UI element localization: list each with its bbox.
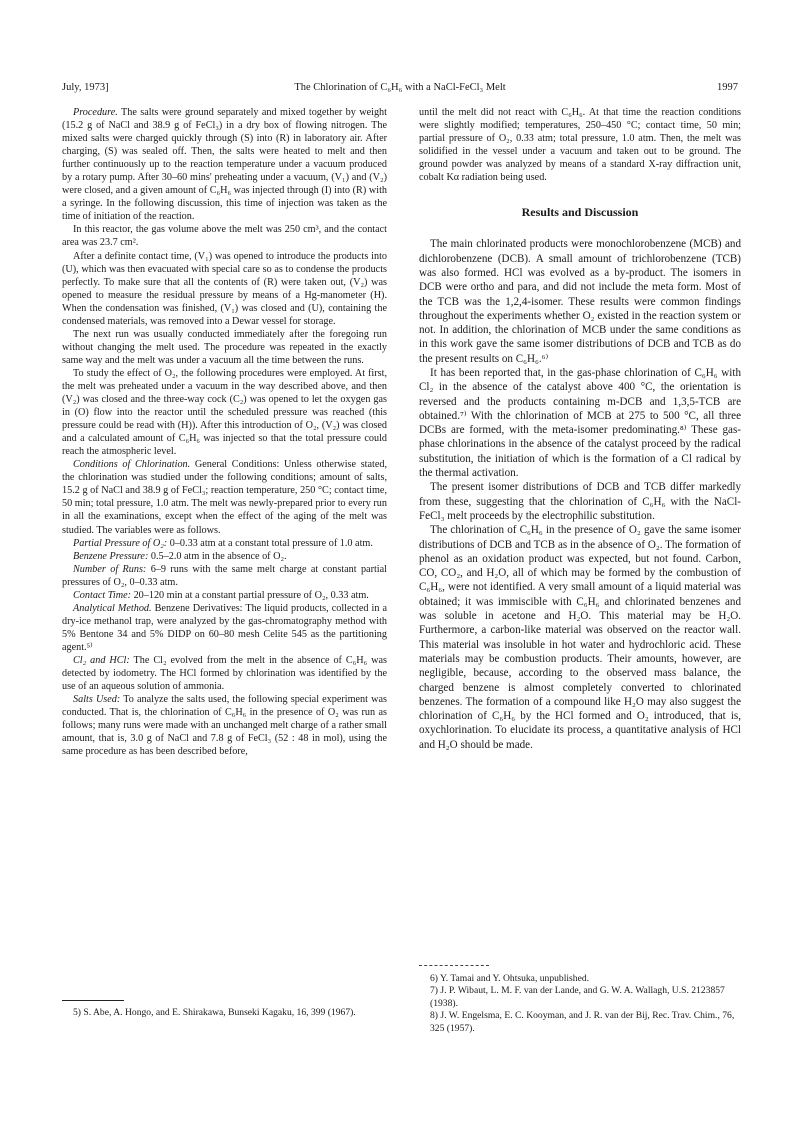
paragraph-text: 6–9 runs with the same melt charge at constant partial pressures of O₂, 0–0.33 atm. bbox=[62, 563, 387, 588]
results-paragraph: The present isomer distributions of DCB and TCB differ markedly from these, suggesting that the chlorination of C₆H₆ with the NaCl-FeCl₃ melt proceeds by the electrophilic substitution. bbox=[419, 481, 741, 522]
paragraph-lead: Procedure. bbox=[73, 107, 118, 118]
paragraph-text: 0–0.33 atm at a constant total pressure of 1.0 atm. bbox=[169, 537, 373, 549]
left-paragraph bbox=[62, 563, 387, 589]
left-paragraph bbox=[62, 458, 387, 536]
paragraph-text: To study the effect of O₂, the following procedures were employed. At first, the melt was preheated under a vacuum in the way described above, and then (V₂) was closed and the three-way cock (C₂) was opened to let the oxygen gas in (O) flow into the reactor until the scheduled pressure was reached (this pressure could be read with (H)). After this introduction of O₂, (V₂) was closed and a calculated amount of C₆H₆ was injected so that the total pressure could reach the atmospheric level. bbox=[62, 367, 387, 458]
page-number: 1997 bbox=[717, 82, 738, 93]
left-paragraph bbox=[62, 106, 387, 223]
paragraph-lead: Partial Pressure of O₂: bbox=[73, 537, 168, 549]
left-paragraph bbox=[62, 250, 387, 328]
running-header bbox=[62, 80, 738, 96]
paragraph-text: The salts were ground separately and mixed together by weight (15.2 g of NaCl and 38.9 g of FeCl₃) in a dry box of flowing nitrogen. The mixed salts were charged quickly through (S) into (R) in laboratory air. After charging, (S) was sealed off. Then, the salts were heated to melt and then further continuously up to the reaction temperature under a vacuum produced by a rotary pump. After 30–60 mins' preheating under a vacuum, (V₁) and (V₂) were closed, and a given amount of C₆H₆ was injected through (I) into (R) with a syringe. In the following discussion, this time of injection was taken as the time of initiation of the reaction. bbox=[62, 107, 387, 223]
paragraph-text: After a definite contact time, (V₁) was opened to introduce the products into (U), which was then evacuated with special care so as to condense the products perfectly. To make sure that all the contents of (R) were taken out, (V₂) was opened to measure the residual pressure by means of a Hg-manometer (H). When the condensation was finished, (V₁) was closed and (U), containing the condensed materials, was removed into a Dewar vessel for storage. bbox=[62, 250, 387, 327]
left-paragraph bbox=[62, 223, 387, 249]
footnote-5: 5) S. Abe, A. Hongo, and E. Shirakawa, Bunseki Kagaku, 16, 399 (1967). bbox=[73, 1007, 356, 1018]
paragraph-lead: Contact Time: bbox=[73, 589, 132, 601]
left-paragraph bbox=[62, 654, 387, 693]
footnote-6: 6) Y. Tamai and Y. Ohtsuka, unpublished. bbox=[430, 973, 590, 984]
results-paragraph: It has been reported that, in the gas-phase chlorination of C₆H₆ with Cl₂ in the absence of the catalyst above 400 °C, the orientation is reversed and the products containing m-DCB and 1,3,5-TCB are obtained.⁷⁾ With the chlorination of MCB at 275 to 500 °C, all three DCBs are formed, with the meta-isomer predominating.⁸⁾ These gas-phase chlorinations in the absence of the catalyst proceed by the radical substitution, the initiation of which is the formation of a Cl radical by the thermal activation. bbox=[419, 367, 741, 480]
left-paragraph bbox=[62, 589, 387, 602]
paragraph-text: In this reactor, the gas volume above the melt was 250 cm³, and the contact area was 23.7 cm². bbox=[62, 224, 387, 249]
left-paragraph bbox=[62, 328, 387, 367]
left-footnotes bbox=[62, 1000, 387, 1019]
header-date: July, 1973] bbox=[62, 82, 109, 93]
footnote-rule-right bbox=[419, 965, 489, 966]
right-intro-paragraph: until the melt did not react with C₆H₆. At that time the reaction conditions were slightly modified; temperatures, 250–450 °C; contact time, 50 min; partial pressure of O₂, 0.33 atm; total pressure, 1.0 atm. Then, the melt was solidified in the vessel under a vacuum and taken out to be ground. The ground powder was analyzed by means of a standard X-ray diffraction unit, cobalt Kα radiation being used. bbox=[419, 107, 741, 184]
left-paragraph bbox=[62, 367, 387, 458]
results-paragraph: The chlorination of C₆H₆ in the presence of O₂ gave the same isomer distributions of DCB and TCB as in the absence of O₂. The formation of phenol as an oxidation product was expected, but not found. Carbon, CO, CO₂, and H₂O, all of which may be formed by the combustion of C₆H₆, were not identified. A very small amount of a liquid material was obtained; it was immiscible with C₆H₆ and chlorinated benzenes and was soluble in acetone and H₂O. This material may be H₂O. Furthermore, a carbon-like material was observed on the reactor wall. This material was insoluble in hot water and hydrochloric acid. These materials may be combustion products. Their amounts, however, are negligible, because, according to the observed mass balance, the charged benzene is almost completely converted to chlorinated benzenes. The formation of a compound like H₂O may also suggest the chlorination of C₆H₆ by the HCl formed and O₂ introduced, that is, oxychlorination. To elucidate its process, a quantitative analysis of HCl and H₂O should be made. bbox=[419, 524, 741, 751]
right-column bbox=[419, 106, 741, 1091]
paragraph-text: Benzene Derivatives: The liquid products, collected in a dry-ice methanol trap, were analyzed by the gas-chromatography method with 5% Bentone 34 and 5% DIDP on 60–80 mesh Celite 545 as the partitioning agent.⁵⁾ bbox=[62, 602, 387, 653]
paragraph-lead: Salts Used: bbox=[73, 694, 121, 706]
paragraph-text: 0.5–2.0 atm in the absence of O₂. bbox=[150, 550, 287, 562]
footnote-7: 7) J. P. Wibaut, L. M. F. van der Lande, and G. W. A. Wallagh, U.S. 2123857 (1938). bbox=[430, 985, 725, 1009]
footnote-rule bbox=[62, 1000, 124, 1001]
paragraph-text: The Cl₂ evolved from the melt in the absence of C₆H₆ was detected by iodometry. The HCl formed by chlorination was identified by the use of an aqueous solution of ammonia. bbox=[62, 654, 387, 693]
paragraph-text: General Conditions: Unless otherwise stated, the chlorination was studied under the following conditions; amount of salts, 15.2 g of NaCl and 38.9 g of FeCl₃; reaction temperature, 250 °C; contact time, 50 min; total pressure, 1.0 atm. The melt was newly-prepared prior to every run in all the examinations, except when the effect of the aging of the melt was studied. The variables were as follows. bbox=[62, 459, 388, 536]
left-paragraph bbox=[62, 537, 387, 550]
paragraph-lead: Analytical Method. bbox=[73, 602, 152, 614]
header-title: The Chlorination of C₆H₆ with a NaCl-FeCl₃ Melt bbox=[294, 82, 506, 93]
paragraph-lead: Conditions of Chlorination. bbox=[73, 459, 191, 471]
footnote-8: 8) J. W. Engelsma, E. C. Kooyman, and J. R. van der Bij, Rec. Trav. Chim., 76, 325 (1957). bbox=[430, 1010, 735, 1034]
paragraph-lead: Benzene Pressure: bbox=[73, 550, 149, 562]
results-body bbox=[419, 237, 741, 752]
paragraph-lead: Cl₂ and HCl: bbox=[73, 654, 130, 666]
section-heading: Results and Discussion bbox=[521, 205, 639, 220]
results-paragraph: The main chlorinated products were monochlorobenzene (MCB) and dichlorobenzene (DCB). A small amount of trichlorobenzene (TCB) was also formed. HCl was evolved as a by-product. The isomers in DCB were ortho and para, and did not include the meta form. Most of the TCB was the 1,2,4-isomer. These results were common findings throughout the experiments whether O₂ existed in the reaction system or not. In addition, the chlorination of MCB under the same conditions as in this work gave the same isomer distributions of DCB and TCB as do the present results on C₆H₆.⁶⁾ bbox=[419, 238, 741, 365]
right-footnotes bbox=[419, 965, 741, 1035]
left-paragraph bbox=[62, 693, 387, 758]
paragraph-text: To analyze the salts used, the following special experiment was conducted. That is, the chlorination of C₆H₆ in the presence of O₂ was run as follows; many runs were made with an unchanged melt charge of a rather small amount, that is, 3.0 g of NaCl and 7.8 g of FeCl₃ (52 : 48 in mol), using the same procedure as has been described before, bbox=[62, 694, 387, 758]
left-paragraph bbox=[62, 550, 387, 563]
left-column bbox=[62, 106, 387, 1091]
paragraph-text: 20–120 min at a constant partial pressure of O₂, 0.33 atm. bbox=[133, 589, 369, 601]
paragraph-text: The next run was usually conducted immediately after the foregoing run without changing the melt used. The procedure was repeated in the exactly same way and the melt was under a vacuum all the time between the runs. bbox=[62, 328, 387, 366]
paragraph-lead: Number of Runs: bbox=[73, 563, 147, 575]
left-paragraph bbox=[62, 602, 387, 654]
